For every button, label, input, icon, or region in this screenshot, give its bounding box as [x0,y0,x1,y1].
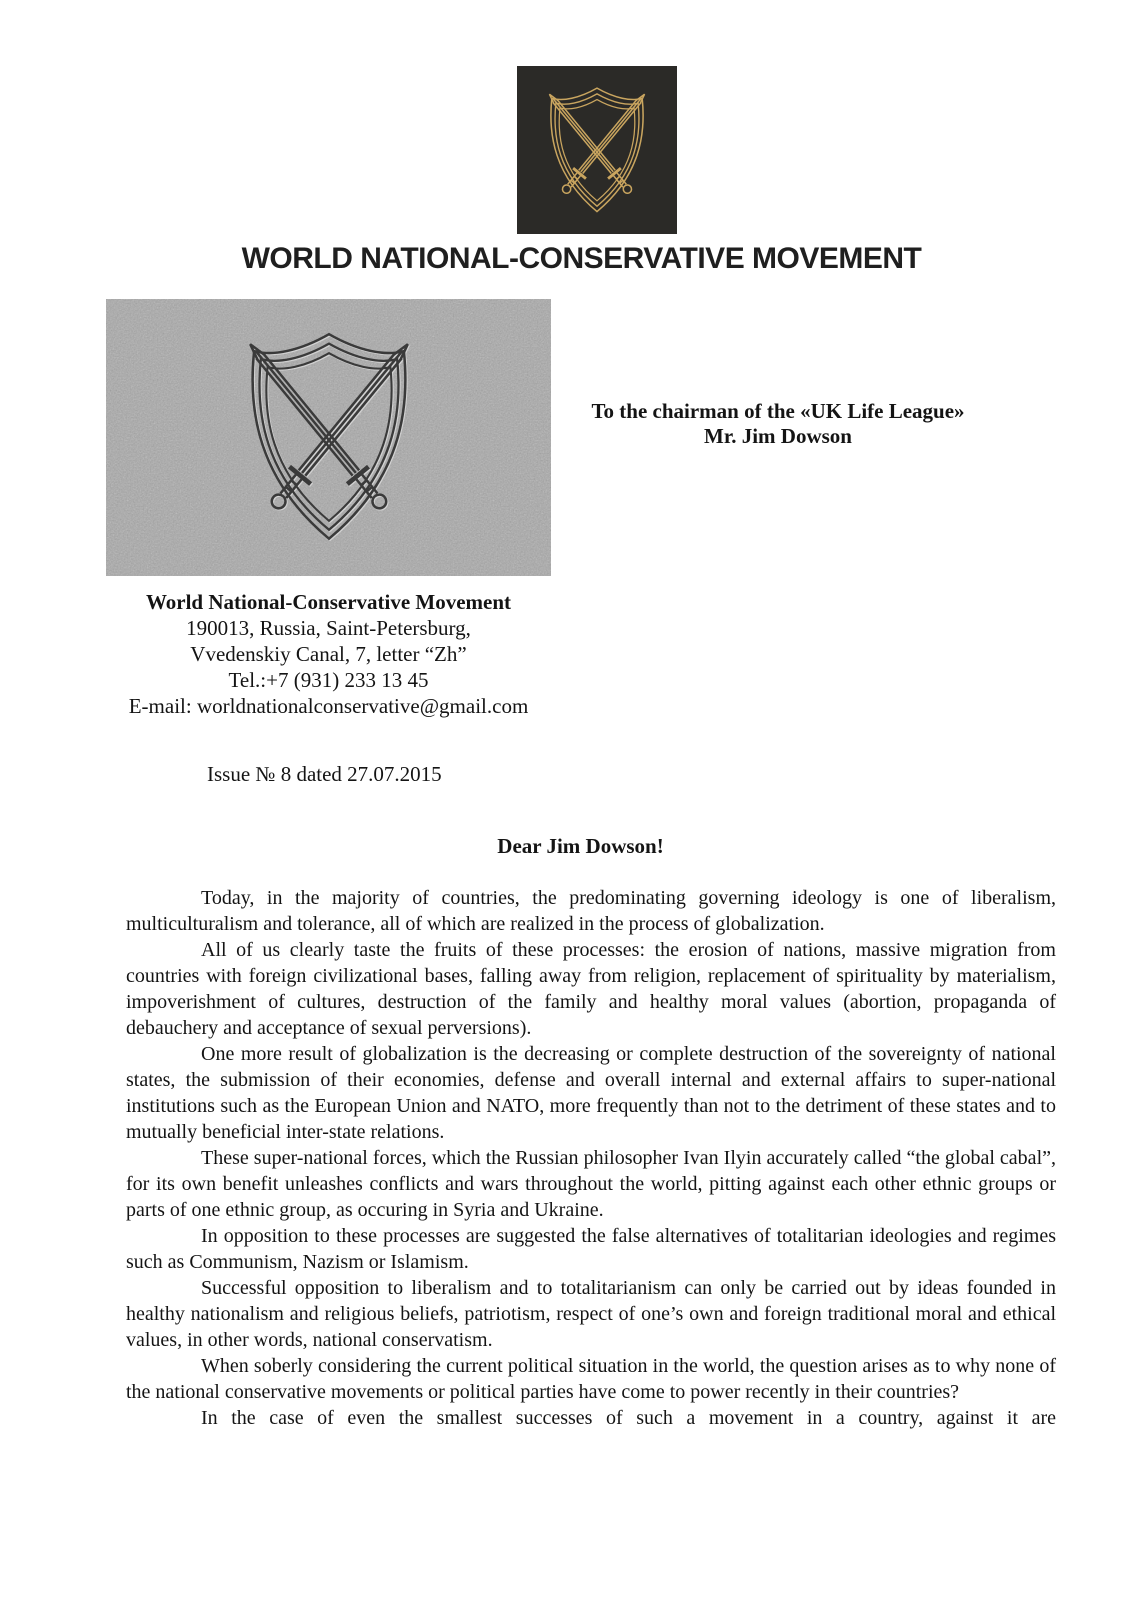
shield-with-crossed-swords-icon [527,74,667,227]
engraved-shield-swords-icon [213,311,445,564]
organization-logo [517,66,677,234]
body-paragraph: One more result of globalization is the decreasing or complete destruction of the sovereignty of national states, the submission of their economies, defense and overall internal and external affairs to super-national institutions such as the European Union and NATO, more frequently than not to the detriment of these states and to mutually beneficial inter-state relations. [126,1043,1056,1143]
body-paragraph: In the case of even the smallest successes of such a movement in a country, against it are [201,1407,1056,1429]
address-line-1: 190013, Russia, Saint-Petersburg, [186,616,471,640]
page-title: WORLD NATIONAL-CONSERVATIVE MOVEMENT [241,242,922,275]
body-paragraph: In opposition to these processes are suggested the false alternatives of totalitarian ideologies and regimes such as Communism, Nazism or Islamism. [126,1225,1056,1273]
phone-line: Tel.:+7 (931) 233 13 45 [228,668,429,692]
email-line: E-mail: worldnationalconservative@gmail.com [128,694,529,718]
header-row [0,299,1131,576]
letter-body [126,885,1056,1431]
body-paragraph: Today, in the majority of countries, the predominating governing ideology is one of liberalism, multiculturalism and tolerance, all of which are realized in the process of globalization. [126,887,1056,935]
stone-emblem-image [106,299,551,576]
issue-line: Issue № 8 dated 27.07.2015 [207,762,442,786]
recipient-line: To the chairman of the «UK Life League» [591,399,965,423]
organization-name: World National-Conservative Movement [145,590,512,614]
body-paragraph: When soberly considering the current political situation in the world, the question arises as to why none of the national conservative movements or political parties have come to power recently in their countries? [126,1355,1056,1403]
body-paragraph: All of us clearly taste the fruits of these processes: the erosion of nations, massive migration from countries with foreign civilizational bases, falling away from religion, replacement of spirituality by materialism, impoverishment of cultures, destruction of the family and healthy moral values (abortion, propaganda of debauchery and acceptance of sexual perversions). [126,939,1056,1039]
organization-address-block [106,589,551,719]
salutation: Dear Jim Dowson! [497,834,664,858]
body-paragraph: These super-national forces, which the Russian philosopher Ivan Ilyin accurately called “the global cabal”, for its own benefit unleashes conflicts and wars throughout the world, pitting against each other ethnic groups or parts of one ethnic group, as occuring in Syria and Ukraine. [126,1147,1056,1221]
address-line-2: Vvedenskiy Canal, 7, letter “Zh” [190,642,467,666]
recipient-block [573,299,983,449]
body-paragraph: Successful opposition to liberalism and to totalitarianism can only be carried out by ideas founded in healthy nationalism and religious beliefs, patriotism, respect of one’s own and foreign traditional moral and ethical values, in other words, national conservatism. [126,1277,1056,1351]
recipient-name: Mr. Jim Dowson [704,424,852,448]
